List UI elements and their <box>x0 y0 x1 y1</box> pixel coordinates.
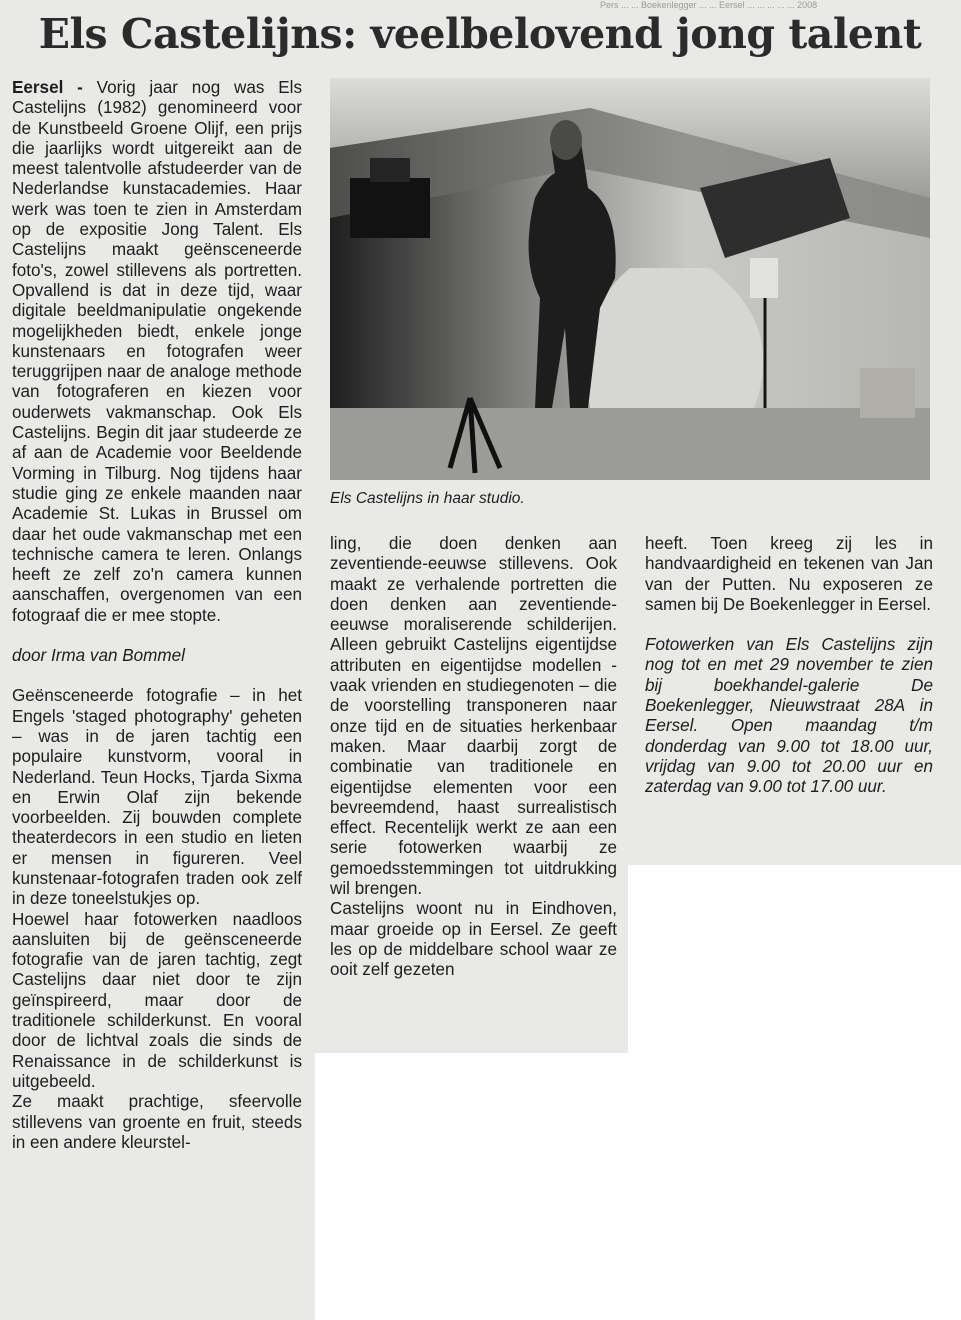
paragraph-background: Castelijns woont nu in Eindhoven, maar groeide op in Eersel. Ze geeft les op de middelbare school waar ze ooit zelf gezeten <box>330 899 617 980</box>
paragraph-intro: Vorig jaar nog was Els Castelijns (1982) genomineerd voor de Kunstbeeld Groene Olijf, een prijs die jaarlijks wordt uitgereikt aan de meest talentvolle afstudeerder van de Nederlandse kunstacademies. Haar werk was toen te zien in Amsterdam op de expositie Jong Talent. Els Castelijns maakt geënsceneerde foto's, zowel stillevens als portretten. Opvallend is dat in deze tijd, waar digitale beeldmanipulatie ongekende mogelijkheden biedt, enkele jonge kunstenaars en fotografen weer teruggrijpen naar de analoge methode van fotograferen en kiezen voor ouderwets vakmanschap. Ook Els Castelijns. Begin dit jaar studeerde ze af aan de Academie voor Beeldende Vorming in Tilburg. Nog tijdens haar studie ging ze enkele maanden naar Academie St. Lukas in Brussel om daar het oude vakmanschap met een technische camera te leren. Onlangs heeft ze zelf zo'n camera kunnen aanschaffen, overgenomen van een fotograaf die er mee stopte. <box>12 78 302 625</box>
dateline: Eersel - <box>12 78 83 97</box>
paragraph-staged-photography: Geënsceneerde fotografie – in het Engels 'staged photography' geheten – was in de jaren tachtig een populaire kunstvorm, vooral in Nederland. Teun Hocks, Tjarda Sixma en Erwin Olaf zijn bekende voorbeelden. Zij bouwden complete theaterdecors in een studio en lieten er mensen in figureren. Veel kunstenaar-fotografen traden ook zelf in deze toneelstukjes op. <box>12 686 302 909</box>
masthead-bleed: Pers ... ... Boekenlegger ... ... Eersel ... ... ... ... ... 2008 <box>600 0 818 10</box>
exhibition-info: Fotowerken van Els Castelijns zijn nog tot en met 29 november te zien bij boekhandel-galerie De Boekenlegger, Nieuwstraat 28A in Eersel. Open maandag t/m donderdag van 9.00 tot 18.00 uur, vrijdag van 9.00 tot 20.00 uur en zaterdag van 9.00 tot 17.00 uur. <box>645 635 933 797</box>
photo-studio-icon <box>330 78 930 480</box>
paragraph-inspiration: Hoewel haar fotowerken naadloos aansluiten bij de geënsceneerde fotografie van de jaren tachtig, zegt Castelijns daar niet door te zijn geïnspireerd, maar door de traditionele schilderkunst. En vooral door de lichtval zoals die sinds de Renaissance in de schilderkunst is uitgebeeld. <box>12 909 302 1091</box>
author-byline: door Irma van Bommel <box>12 646 185 666</box>
photo-caption: Els Castelijns in haar studio. <box>330 490 525 507</box>
paragraph-still-lifes-start: Ze maakt prachtige, sfeervolle stillevens van groente en fruit, steeds in een andere kleurstel- <box>12 1092 302 1152</box>
article-column-2 <box>330 534 617 981</box>
paragraph-exhibition: heeft. Toen kreeg zij les in handvaardigheid en tekenen van Jan van der Putten. Nu exposeren ze samen bij De Boekenlegger in Eersel. <box>645 534 933 614</box>
article-column-1 <box>12 78 302 1153</box>
studio-photo <box>330 78 930 480</box>
article-headline: Els Castelijns: veelbelovend jong talent <box>38 10 922 58</box>
article-column-3 <box>645 534 933 798</box>
paragraph-still-lifes: ling, die doen denken aan zeventiende-eeuwse stillevens. Ook maakt ze verhalende portretten die doen denken aan zeventiende-eeuwse moraliserende schilderijen. Alleen gebruikt Castelijns eigentijdse attributen en eigentijdse modellen - vaak vrienden en studiegenoten – die de voorstelling transponeren naar onze tijd en de situaties herkenbaar maken. Maar daarbij zorgt de combinatie van traditionele en eigentijdse elementen voor een bevreemdend, haast surrealistisch effect. Recentelijk werkt ze aan een serie fotowerken waarbij ze gemoedsstemmingen tot uitdrukking wil brengen. <box>330 534 617 899</box>
